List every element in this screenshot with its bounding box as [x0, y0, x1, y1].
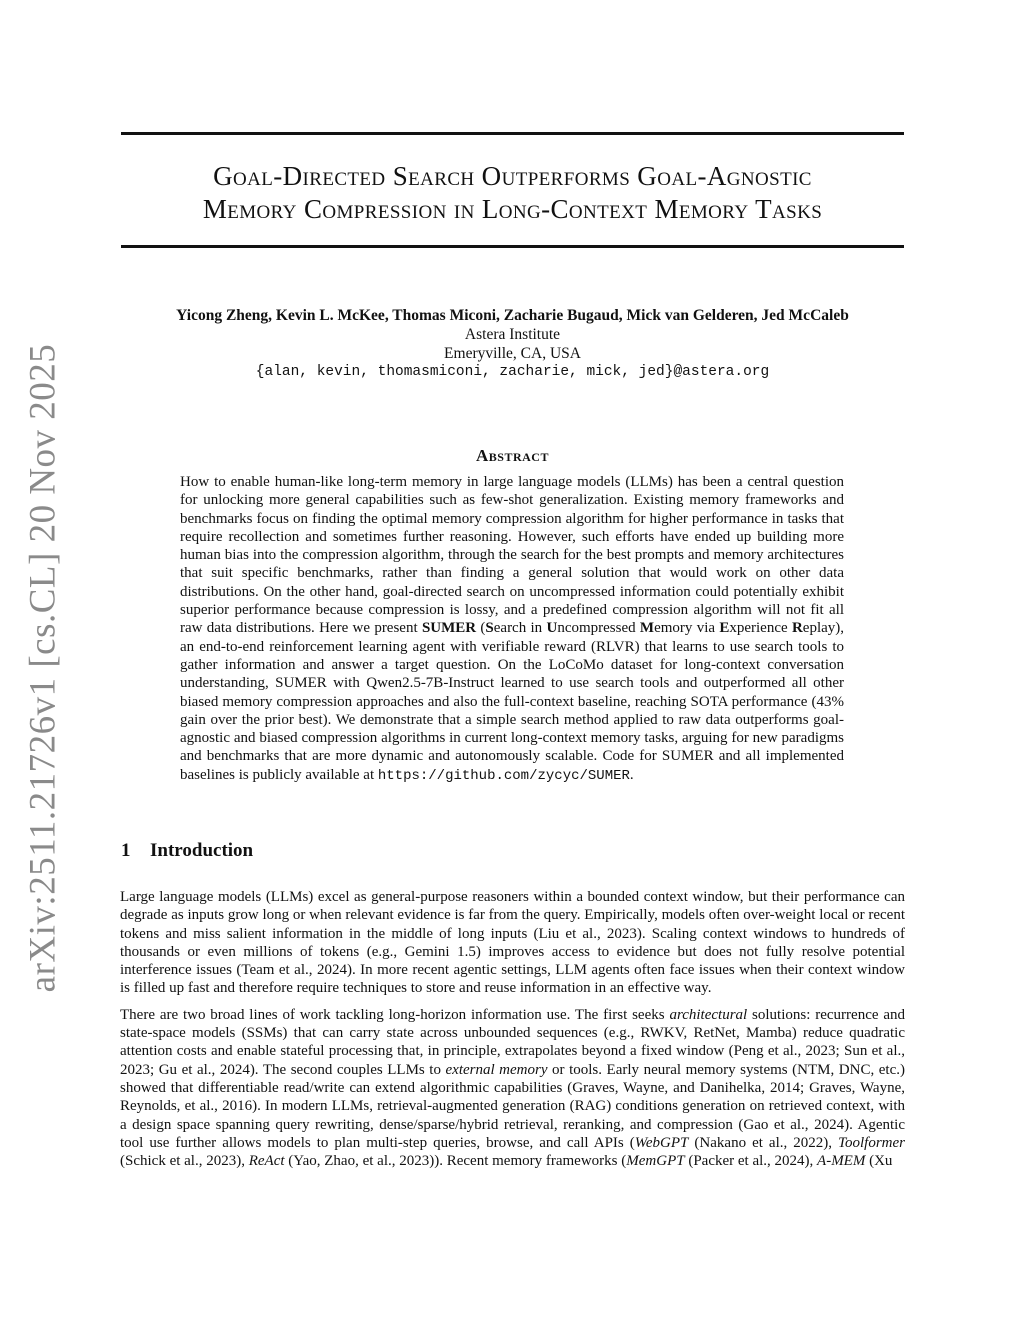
sumer-name: SUMER	[421, 620, 477, 637]
section-heading-introduction	[121, 840, 253, 862]
author-location: Emeryville, CA, USA	[444, 345, 581, 362]
term-react: ReAct	[248, 1153, 285, 1170]
intro-p2-text-a: There are two broad lines of work tackling long-horizon information use. The first seeks	[120, 1006, 670, 1023]
term-external-memory: external memory	[445, 1061, 548, 1078]
abstract-text-part-1: How to enable human-like long-term memory in large language models (LLMs) has been a central question for unlocking more general capabilities such as few-shot generalization. Existing memory frameworks and benchmarks focus on finding the optimal memory compression algorithm for higher performance in tasks that require recollection and sometimes further reasoning. However, such efforts have ended up building more human bias into the compression algorithm, through the search for the best prompts and memory architectures that suit specific benchmarks, rather than finding a general solution that would work on other data distributions. On the other hand, goal-directed search on uncompressed information could potentially exhibit superior performance because compression is lossy, and a predefined compression algorithm will not fit all raw data distributions. Here we present	[180, 474, 844, 637]
term-webgpt: WebGPT	[634, 1134, 689, 1151]
title-bottom-rule	[121, 245, 904, 248]
intro-p2-text-d: (Nakano et al., 2022),	[688, 1134, 839, 1151]
intro-paragraph-1: Large language models (LLMs) excel as general-purpose reasoners within a bounded context window, but their performance can degrade as inputs grow long or when relevant evidence is far from the query. Empirically, models often over-weight local or recent tokens and miss salient information in the middle of long inputs (Liu et al., 2023). Scaling context windows to hundreds of thousands or even millions of tokens (e.g., Gemini 1.5) improves access to evidence but does not fully resolve potential interference issues (Team et al., 2024). In more recent agentic settings, LLM agents often face issues when their context window is filled up fast and therefore require techniques to store and reuse information in an effective way.	[120, 889, 905, 997]
intro-p2-text-e: (Schick et al., 2023),	[120, 1153, 249, 1170]
author-block	[121, 306, 904, 382]
paper-title	[121, 160, 904, 226]
acronym-letter-u: U	[546, 620, 558, 637]
acronym-letter-e: E	[719, 620, 730, 637]
intro-paragraph-2	[120, 1006, 905, 1171]
term-memgpt: MemGPT	[626, 1153, 685, 1170]
term-a-mem: A-MEM	[817, 1153, 866, 1170]
acronym-rest-m: emory via	[654, 620, 720, 637]
section-number: 1	[121, 840, 131, 861]
abstract-end: .	[629, 766, 634, 783]
author-emails[interactable]: {alan, kevin, thomasmiconi, zacharie, mick, jed}@astera.org	[255, 364, 770, 380]
intro-p2-text-c: or tools. Early neural memory systems (NTM, DNC, etc.) showed that differentiable read/write can extend algorithmic capabilities (Graves, Wayne, and Danihelka, 2014; Graves, Wayne, Reynolds, et al., 2016). In modern LLMs, retrieval-augmented generation (RAG) conditions generation on retrieved context, with a design space spanning query rewriting, dense/sparse/hybrid retrieval, reranking, and compression (Gao et al., 2024). Agentic tool use further allows models to plan multi-step queries, browse, and call APIs (	[120, 1061, 905, 1151]
acronym-rest-u: ncompressed	[557, 620, 640, 637]
acronym-letter-s: S	[485, 620, 494, 637]
abstract-text-part-2: , an end-to-end reinforcement learning agent with verifiable reward (RLVR) that learns to use search tools to gather information and answer a target question. On the LoCoMo dataset for long-context conversation understanding, SUMER with Qwen2.5-7B-Instruct learned to use search tools and outperformed all other biased memory compression approaches and also the full-context baseline, reaching SOTA performance (43% gain over the prior best). We demonstrate that a simple search method applied to raw data outperforms goal-agnostic and biased compression algorithms in current long-context memory tasks, arguing for new paradigms and benchmarks that are more dynamic and autonomously scalable. Code for SUMER and all implemented baselines is publicly available at	[180, 620, 845, 783]
intro-p2-text-g: (Packer et al., 2024),	[684, 1153, 818, 1170]
author-institute: Astera Institute	[464, 326, 561, 343]
title-line-2: Memory Compression in Long-Context Memory Tasks	[202, 194, 823, 224]
acronym-rest-r: eplay)	[802, 620, 841, 637]
title-top-rule	[121, 132, 904, 135]
acronym-letter-m: M	[639, 620, 655, 637]
arxiv-identifier-stamp: arXiv:2511.21726v1 [cs.CL] 20 Nov 2025	[22, 343, 64, 993]
acronym-letter-r: R	[791, 620, 803, 637]
author-names: Yicong Zheng, Kevin L. McKee, Thomas Miconi, Zacharie Bugaud, Mick van Gelderen, Jed McCaleb	[176, 307, 849, 324]
term-architectural: architectural	[669, 1006, 748, 1023]
code-repository-link[interactable]: https://github.com/zycyc/SUMER	[377, 767, 630, 784]
section-title: Introduction	[150, 840, 254, 861]
title-line-1: Goal-Directed Search Outperforms Goal-Agnostic	[213, 161, 812, 191]
introduction-body	[120, 888, 905, 1178]
acronym-open: (	[476, 620, 486, 637]
intro-p2-text-f: (Yao, Zhao, et al., 2023)). Recent memory frameworks (	[284, 1153, 627, 1170]
acronym-rest-s: earch in	[493, 620, 547, 637]
abstract-heading: Abstract	[476, 446, 549, 465]
term-toolformer: Toolformer	[838, 1134, 905, 1151]
intro-p2-text-h: (Xu	[865, 1153, 893, 1170]
acronym-rest-e: xperience	[729, 620, 792, 637]
intro-p2-text-b: solutions: recurrence and state-space models (SSMs) that can carry state across unbounded sequences (e.g., RWKV, RetNet, Mamba) reduce quadratic attention costs and enable stateful processing that, in principle, extrapolates beyond a fixed window (Peng et al., 2023; Sun et al., 2023; Gu et al., 2024). The second couples LLMs to	[120, 1006, 906, 1078]
abstract-body	[180, 473, 844, 785]
